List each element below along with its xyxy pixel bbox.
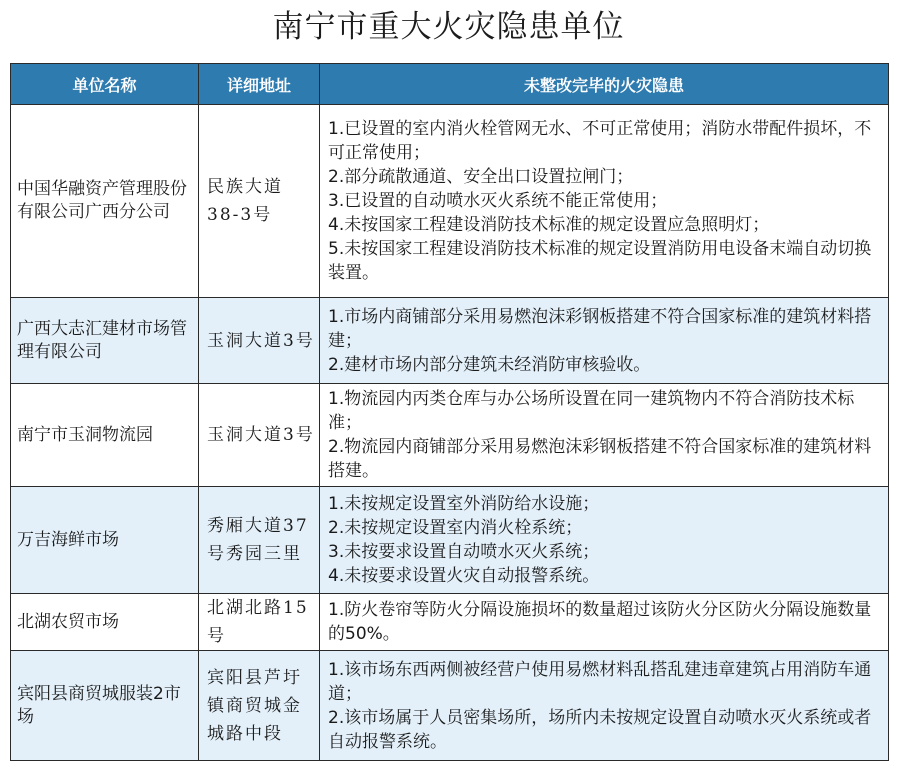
unit-address: 民族大道38-3号 (199, 105, 320, 298)
table-row (11, 298, 889, 384)
hazard-item: 1.该市场东西两侧被经营户使用易燃材料乱搭乱建违章建筑占用消防车通道； (328, 659, 872, 704)
table-header-row (11, 64, 889, 105)
fire-hazard-table (10, 63, 889, 761)
table-row (11, 384, 889, 487)
hazard-item: 1.防火卷帘等防火分隔设施损坏的数量超过该防火分区防火分隔设施数量的50%。 (328, 600, 872, 644)
header-unit-name: 单位名称 (11, 64, 199, 105)
hazard-item: 1.物流园内丙类仓库与办公场所设置在同一建筑物内不符合消防技术标准； (328, 389, 855, 433)
hazard-item: 2.部分疏散通道、安全出口设置拉闸门； (328, 167, 634, 187)
unit-address: 秀厢大道37号秀园三里 (199, 487, 320, 594)
hazard-list (320, 487, 889, 594)
hazard-item: 1.未按规定设置室外消防给水设施； (328, 494, 600, 514)
unit-address: 宾阳县芦圩镇商贸城金城路中段 (199, 651, 320, 761)
unit-address: 玉洞大道3号 (199, 384, 320, 487)
table-row (11, 651, 889, 761)
hazard-item: 1.市场内商铺部分采用易燃泡沫彩钢板搭建不符合国家标准的建筑材料搭建； (328, 306, 872, 351)
unit-name: 南宁市玉洞物流园 (11, 384, 199, 487)
unit-name: 中国华融资产管理股份有限公司广西分公司 (11, 105, 199, 298)
unit-name: 万吉海鲜市场 (11, 487, 199, 594)
header-address: 详细地址 (199, 64, 320, 105)
header-hazards: 未整改完毕的火灾隐患 (320, 64, 889, 105)
unit-name: 广西大志汇建材市场管理有限公司 (11, 298, 199, 384)
hazard-list (320, 298, 889, 384)
hazard-item: 1.已设置的室内消火栓管网无水、不可正常使用；消防水带配件损坏，不可正常使用； (328, 119, 872, 163)
hazard-list (320, 594, 889, 651)
table-row (11, 594, 889, 651)
hazard-item: 2.未按规定设置室内消火栓系统； (328, 518, 583, 538)
unit-address: 北湖北路15号 (199, 594, 320, 651)
hazard-list (320, 105, 889, 298)
hazard-item: 4.未按国家工程建设消防技术标准的规定设置应急照明灯； (328, 215, 770, 235)
hazard-item: 3.未按要求设置自动喷水灭火系统； (328, 542, 600, 562)
unit-name: 北湖农贸市场 (11, 594, 199, 651)
unit-address: 玉洞大道3号 (199, 298, 320, 384)
hazard-list (320, 651, 889, 761)
unit-name: 宾阳县商贸城服装2市场 (11, 651, 199, 761)
table-row (11, 487, 889, 594)
hazard-list (320, 384, 889, 487)
hazard-item: 2.物流园内商铺部分采用易燃泡沫彩钢板搭建不符合国家标准的建筑材料搭建。 (328, 437, 872, 481)
page-title: 南宁市重大火灾隐患单位 (272, 9, 625, 45)
hazard-item: 2.建材市场内部分建筑未经消防审核验收。 (328, 354, 651, 375)
hazard-item: 4.未按要求设置火灾自动报警系统。 (328, 566, 600, 586)
hazard-item: 2.该市场属于人员密集场所，场所内未按规定设置自动喷水灭火系统或者自动报警系统。 (328, 707, 872, 752)
hazard-item: 3.已设置的自动喷水灭火系统不能正常使用； (328, 191, 668, 211)
hazard-item: 5.未按国家工程建设消防技术标准的规定设置消防用电设备末端自动切换装置。 (328, 239, 872, 283)
table-row (11, 105, 889, 298)
